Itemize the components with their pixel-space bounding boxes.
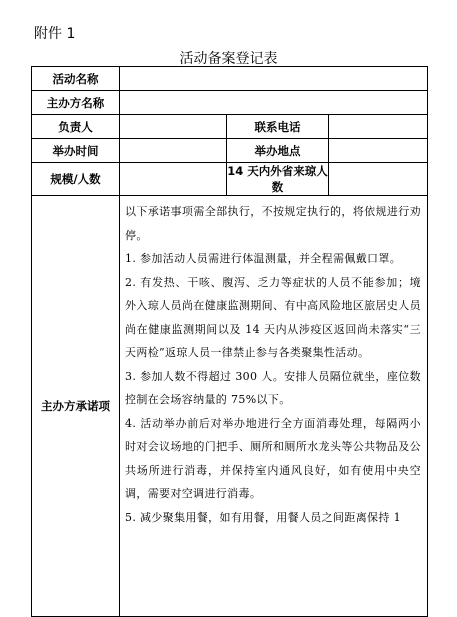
registration-form <box>31 66 428 617</box>
row-organizer <box>32 91 428 115</box>
row-contact <box>32 115 428 139</box>
contact-phone-label: 联系电话 <box>227 115 329 139</box>
contact-phone-field[interactable] <box>329 115 428 139</box>
organizer-field[interactable] <box>120 91 428 115</box>
event-location-field[interactable] <box>329 139 428 163</box>
scale-label: 规模/人数 <box>32 163 120 196</box>
row-commitments <box>32 196 428 617</box>
person-in-charge-field[interactable] <box>120 115 227 139</box>
activity-name-field[interactable] <box>120 67 428 91</box>
attachment-label: 附件 1 <box>34 26 76 42</box>
organizer-label: 主办方名称 <box>32 91 120 115</box>
commitment-item-1: 1. 参加活动人员需进行体温测量，并全程需佩戴口罩。 <box>125 252 402 265</box>
commitment-item-5: 5. 减少聚集用餐，如有用餐，用餐人员之间距离保持 1 <box>125 510 401 524</box>
out-of-province-label: 14 天内外省来琼人数 <box>227 164 328 194</box>
commitments-content <box>120 196 428 617</box>
commitment-item-3: 3. 参加人数不得超过 300 人。安排人员隔位就坐，座位数控制在会场容纳量的 75%以下。 <box>125 369 422 406</box>
commitment-item-4: 4. 活动举办前后对举办地进行全方面消毒处理，每隔两小时对会议场地的门把手、厕所和厕所水龙头等公共物品及公共场所进行消毒，并保持室内通风良好，如有使用中央空调，需要对空调进行消毒。 <box>125 416 422 500</box>
scale-field[interactable] <box>120 163 227 196</box>
form-title: 活动备案登记表 <box>179 51 278 67</box>
row-activity-name <box>32 67 428 91</box>
person-in-charge-label: 负责人 <box>32 115 120 139</box>
event-location-label: 举办地点 <box>227 139 329 163</box>
event-time-label: 举办时间 <box>32 139 120 163</box>
event-time-field[interactable] <box>120 139 227 163</box>
out-of-province-field[interactable] <box>329 163 428 196</box>
commitments-label: 主办方承诺项 <box>32 196 120 617</box>
row-time-location <box>32 139 428 163</box>
commitment-intro: 以下承诺事项需全部执行，不按规定执行的，将依规进行劝停。 <box>125 205 422 242</box>
row-scale <box>32 163 428 196</box>
commitment-item-2: 2. 有发热、干咳、腹泻、乏力等症状的人员不能参加；境外入琼人员尚在健康监测期间、有中高风险地区旅居史人员尚在健康监测期间以及 14 天内从涉疫区返回尚未落实“三天两检”返琼人员一律禁止参与各类聚集性活动。 <box>125 275 422 359</box>
activity-name-label: 活动名称 <box>32 67 120 91</box>
